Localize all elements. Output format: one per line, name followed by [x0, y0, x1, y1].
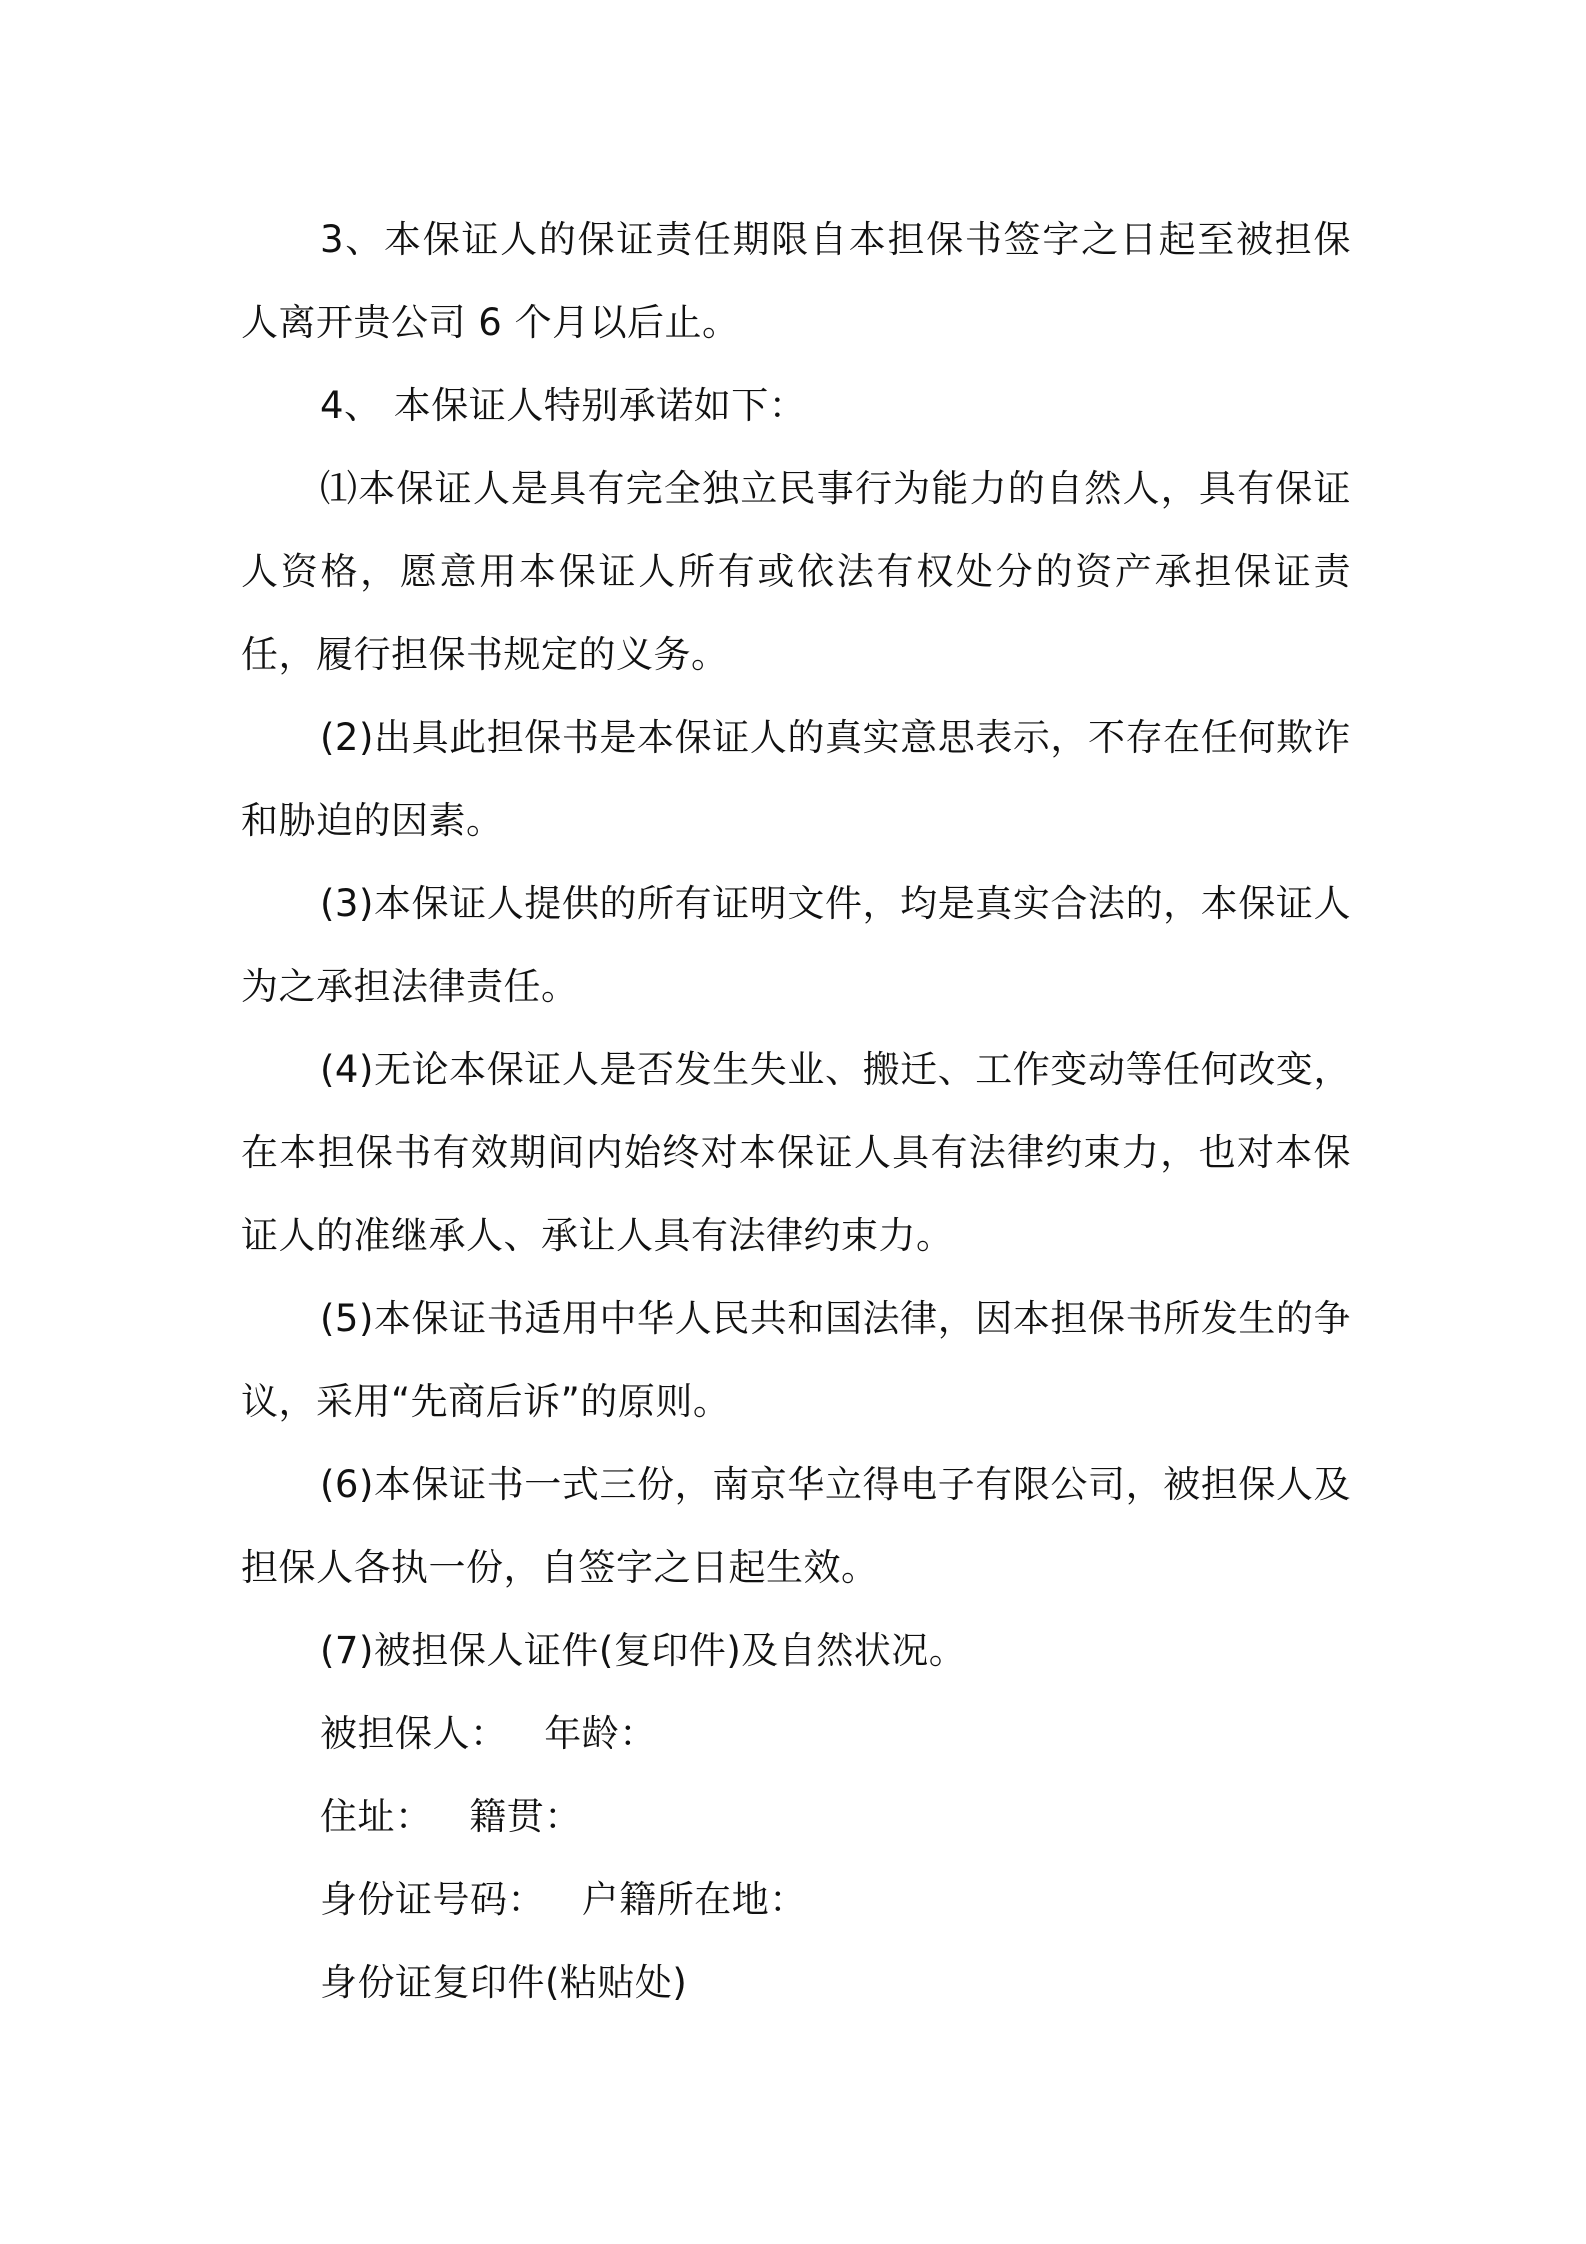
- paragraph-commitment-6: (6)本保证书一式三份，南京华立得电子有限公司，被担保人及担保人各执一份，自签字之日起生效。: [241, 1463, 1351, 1589]
- document-body: [241, 198, 1351, 2024]
- paragraph-liability-period: 3、本保证人的保证责任期限自本担保书签字之日起至被担保人离开贵公司 6 个月以后止。: [241, 218, 1351, 344]
- paragraph-commitment-7: (7)被担保人证件(复印件)及自然状况。: [320, 1629, 967, 1672]
- paragraph-commitment-5: (5)本保证书适用中华人民共和国法律，因本担保书所发生的争议，采用“先商后诉”的原则。: [241, 1297, 1351, 1423]
- paragraph-commitment-1: ⑴本保证人是具有完全独立民事行为能力的自然人，具有保证人资格，愿意用本保证人所有或依法有权处分的资产承担保证责任，履行担保书规定的义务。: [241, 467, 1351, 676]
- field-address-origin: 住址： 籍贯：: [320, 1795, 582, 1838]
- field-id-number-registry: 身份证号码： 户籍所在地：: [320, 1878, 807, 1921]
- paragraph-commitment-3: (3)本保证人提供的所有证明文件，均是真实合法的，本保证人为之承担法律责任。: [241, 882, 1351, 1008]
- paragraph-commitment-4: (4)无论本保证人是否发生失业、搬迁、工作变动等任何改变，在本担保书有效期间内始终对本保证人具有法律约束力，也对本保证人的准继承人、承让人具有法律约束力。: [241, 1048, 1351, 1257]
- paragraph-special-commitments: 4、 本保证人特别承诺如下：: [320, 384, 807, 427]
- field-guarantee-name-age: 被担保人： 年龄：: [320, 1712, 657, 1755]
- field-id-copy-paste-area: 身份证复印件(粘贴处): [320, 1961, 688, 2004]
- paragraph-commitment-2: (2)出具此担保书是本保证人的真实意思表示，不存在任何欺诈和胁迫的因素。: [241, 716, 1351, 842]
